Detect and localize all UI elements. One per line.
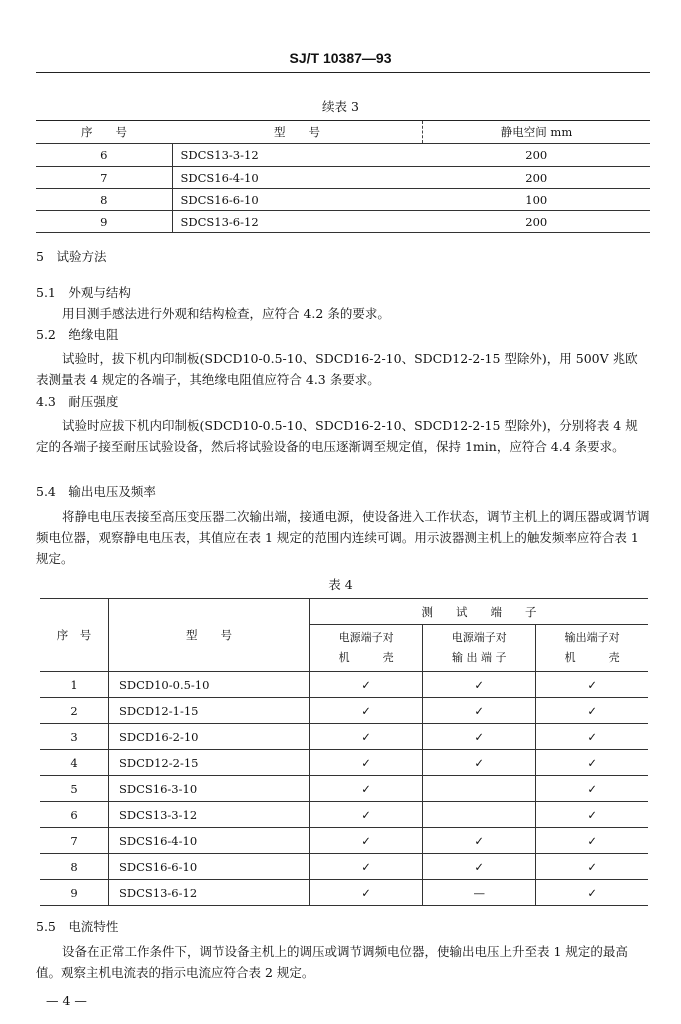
row-no: 1 xyxy=(40,672,109,698)
check-power-case: ✓ xyxy=(310,828,423,854)
subheader-line: 输出端子对 xyxy=(564,631,620,644)
check-output-case: ✓ xyxy=(536,724,648,750)
row-no: 4 xyxy=(40,750,109,776)
table-row xyxy=(40,750,648,776)
row-no: 7 xyxy=(36,167,172,189)
col-header: 序 号 xyxy=(36,121,172,144)
subheader-output-to-case xyxy=(536,625,648,672)
check-power-output: — xyxy=(423,880,536,906)
check-power-case: ✓ xyxy=(310,672,423,698)
row-no: 2 xyxy=(40,698,109,724)
table-row xyxy=(40,724,648,750)
section-5-1-title: 5.1 外观与结构 xyxy=(36,285,131,300)
standard-code-header: SJ/T 10387—93 xyxy=(289,50,392,66)
row-value: 200 xyxy=(423,144,651,167)
check-output-case: ✓ xyxy=(536,750,648,776)
check-power-output: ✓ xyxy=(423,698,536,724)
row-model: SDCS16-4-10 xyxy=(109,828,310,854)
subheader-power-to-output xyxy=(423,625,536,672)
subheader-line: 输 出 端 子 xyxy=(451,651,507,664)
row-model: SDCS16-3-10 xyxy=(109,776,310,802)
check-output-case: ✓ xyxy=(536,802,648,828)
check-power-output: ✓ xyxy=(423,750,536,776)
row-model: SDCD12-1-15 xyxy=(109,698,310,724)
section-4-3-title: 4.3 耐压强度 xyxy=(36,394,119,409)
subheader-line: 机 壳 xyxy=(564,651,620,664)
table-row xyxy=(36,189,650,211)
table-row xyxy=(40,672,648,698)
header-rule xyxy=(36,72,650,73)
table4 xyxy=(40,598,648,906)
check-power-case: ✓ xyxy=(310,750,423,776)
section-5-5-title: 5.5 电流特性 xyxy=(36,919,119,934)
check-power-case: ✓ xyxy=(310,854,423,880)
check-output-case: ✓ xyxy=(536,828,648,854)
table4-caption: 表 4 xyxy=(328,577,353,592)
row-no: 9 xyxy=(36,211,172,233)
section-5-title: 5 试验方法 xyxy=(36,249,107,264)
table-row xyxy=(40,698,648,724)
check-power-output: ✓ xyxy=(423,724,536,750)
table-row xyxy=(40,802,648,828)
row-model: SDCS13-3-12 xyxy=(172,144,423,167)
subheader-power-to-case xyxy=(310,625,423,672)
subheader-line: 机 壳 xyxy=(338,651,394,664)
check-power-case: ✓ xyxy=(310,880,423,906)
table3 xyxy=(36,120,650,233)
row-no: 9 xyxy=(40,880,109,906)
section-5-5-body: 设备在正常工作条件下，调节设备主机上的调压或调节调频电位器，使输出电压上升至表 1 规定的最高值。观察主机电流表的指示电流应符合表 2 规定。 xyxy=(36,944,628,980)
section-5-2-body: 试验时，拔下机内印制板(SDCD10-0.5-10、SDCD16-2-10、SDCD12-2-15 型除外)，用 500V 兆欧表测量表 4 规定的各端子，其绝缘电阻值应符合 4.3 条要求。 xyxy=(36,351,638,387)
section-4-3-body: 试验时应拔下机内印制板(SDCD10-0.5-10、SDCD16-2-10、SDCD12-2-15 型除外)，分别将表 4 规定的各端子接至耐压试验设备，然后将试验设备的电压逐渐调至规定值，保持 1min，应符合 4.4 条要求。 xyxy=(36,418,638,454)
row-no: 6 xyxy=(40,802,109,828)
table-row xyxy=(36,211,650,233)
row-value: 200 xyxy=(423,167,651,189)
row-no: 7 xyxy=(40,828,109,854)
table-row xyxy=(40,854,648,880)
section-5-2-title: 5.2 绝缘电阻 xyxy=(36,327,119,342)
row-value: 200 xyxy=(423,211,651,233)
row-no: 8 xyxy=(40,854,109,880)
col-header: 静电空间 mm xyxy=(423,121,651,144)
row-no: 8 xyxy=(36,189,172,211)
check-power-output: ✓ xyxy=(423,854,536,880)
table3-header-row xyxy=(36,121,650,144)
row-model: SDCS13-3-12 xyxy=(109,802,310,828)
col-header-test-terminals: 测 试 端 子 xyxy=(310,599,649,625)
row-model: SDCD16-2-10 xyxy=(109,724,310,750)
table3-caption: 续表 3 xyxy=(322,99,359,114)
row-model: SDCS16-4-10 xyxy=(172,167,423,189)
check-power-case: ✓ xyxy=(310,698,423,724)
row-model: SDCS16-6-10 xyxy=(172,189,423,211)
subheader-line: 电源端子对 xyxy=(338,631,394,644)
check-power-case: ✓ xyxy=(310,776,423,802)
check-power-output: ✓ xyxy=(423,828,536,854)
row-model: SDCS16-6-10 xyxy=(109,854,310,880)
col-header: 型 号 xyxy=(172,121,423,144)
row-no: 6 xyxy=(36,144,172,167)
check-output-case: ✓ xyxy=(536,776,648,802)
table-row xyxy=(36,167,650,189)
table-row xyxy=(40,828,648,854)
check-power-output: ✓ xyxy=(423,672,536,698)
table-row xyxy=(40,776,648,802)
section-5-1-body: 用目测手感法进行外观和结构检查，应符合 4.2 条的要求。 xyxy=(62,306,390,321)
col-header-model: 型 号 xyxy=(109,599,310,672)
check-output-case: ✓ xyxy=(536,854,648,880)
check-power-case: ✓ xyxy=(310,724,423,750)
check-output-case: ✓ xyxy=(536,698,648,724)
check-output-case: ✓ xyxy=(536,880,648,906)
check-output-case: ✓ xyxy=(536,672,648,698)
row-model: SDCD10-0.5-10 xyxy=(109,672,310,698)
row-no: 3 xyxy=(40,724,109,750)
row-model: SDCD12-2-15 xyxy=(109,750,310,776)
row-model: SDCS13-6-12 xyxy=(109,880,310,906)
table-row xyxy=(36,144,650,167)
row-no: 5 xyxy=(40,776,109,802)
page-number: — 4 — xyxy=(46,993,87,1008)
check-power-case: ✓ xyxy=(310,802,423,828)
section-5-4-title: 5.4 输出电压及频率 xyxy=(36,484,156,499)
row-model: SDCS13-6-12 xyxy=(172,211,423,233)
check-power-output xyxy=(423,776,536,802)
row-value: 100 xyxy=(423,189,651,211)
col-header-no: 序 号 xyxy=(40,599,109,672)
subheader-line: 电源端子对 xyxy=(451,631,507,644)
table-row xyxy=(40,880,648,906)
section-5-4-body: 将静电电压表接至高压变压器二次输出端，接通电源，使设备进入工作状态，调节主机上的调压器或调节调频电位器，观察静电电压表，其值应在表 1 规定的范围内连续可调。用示波器测主机上的触发频率应符合表 1 规定。 xyxy=(36,509,650,566)
check-power-output xyxy=(423,802,536,828)
